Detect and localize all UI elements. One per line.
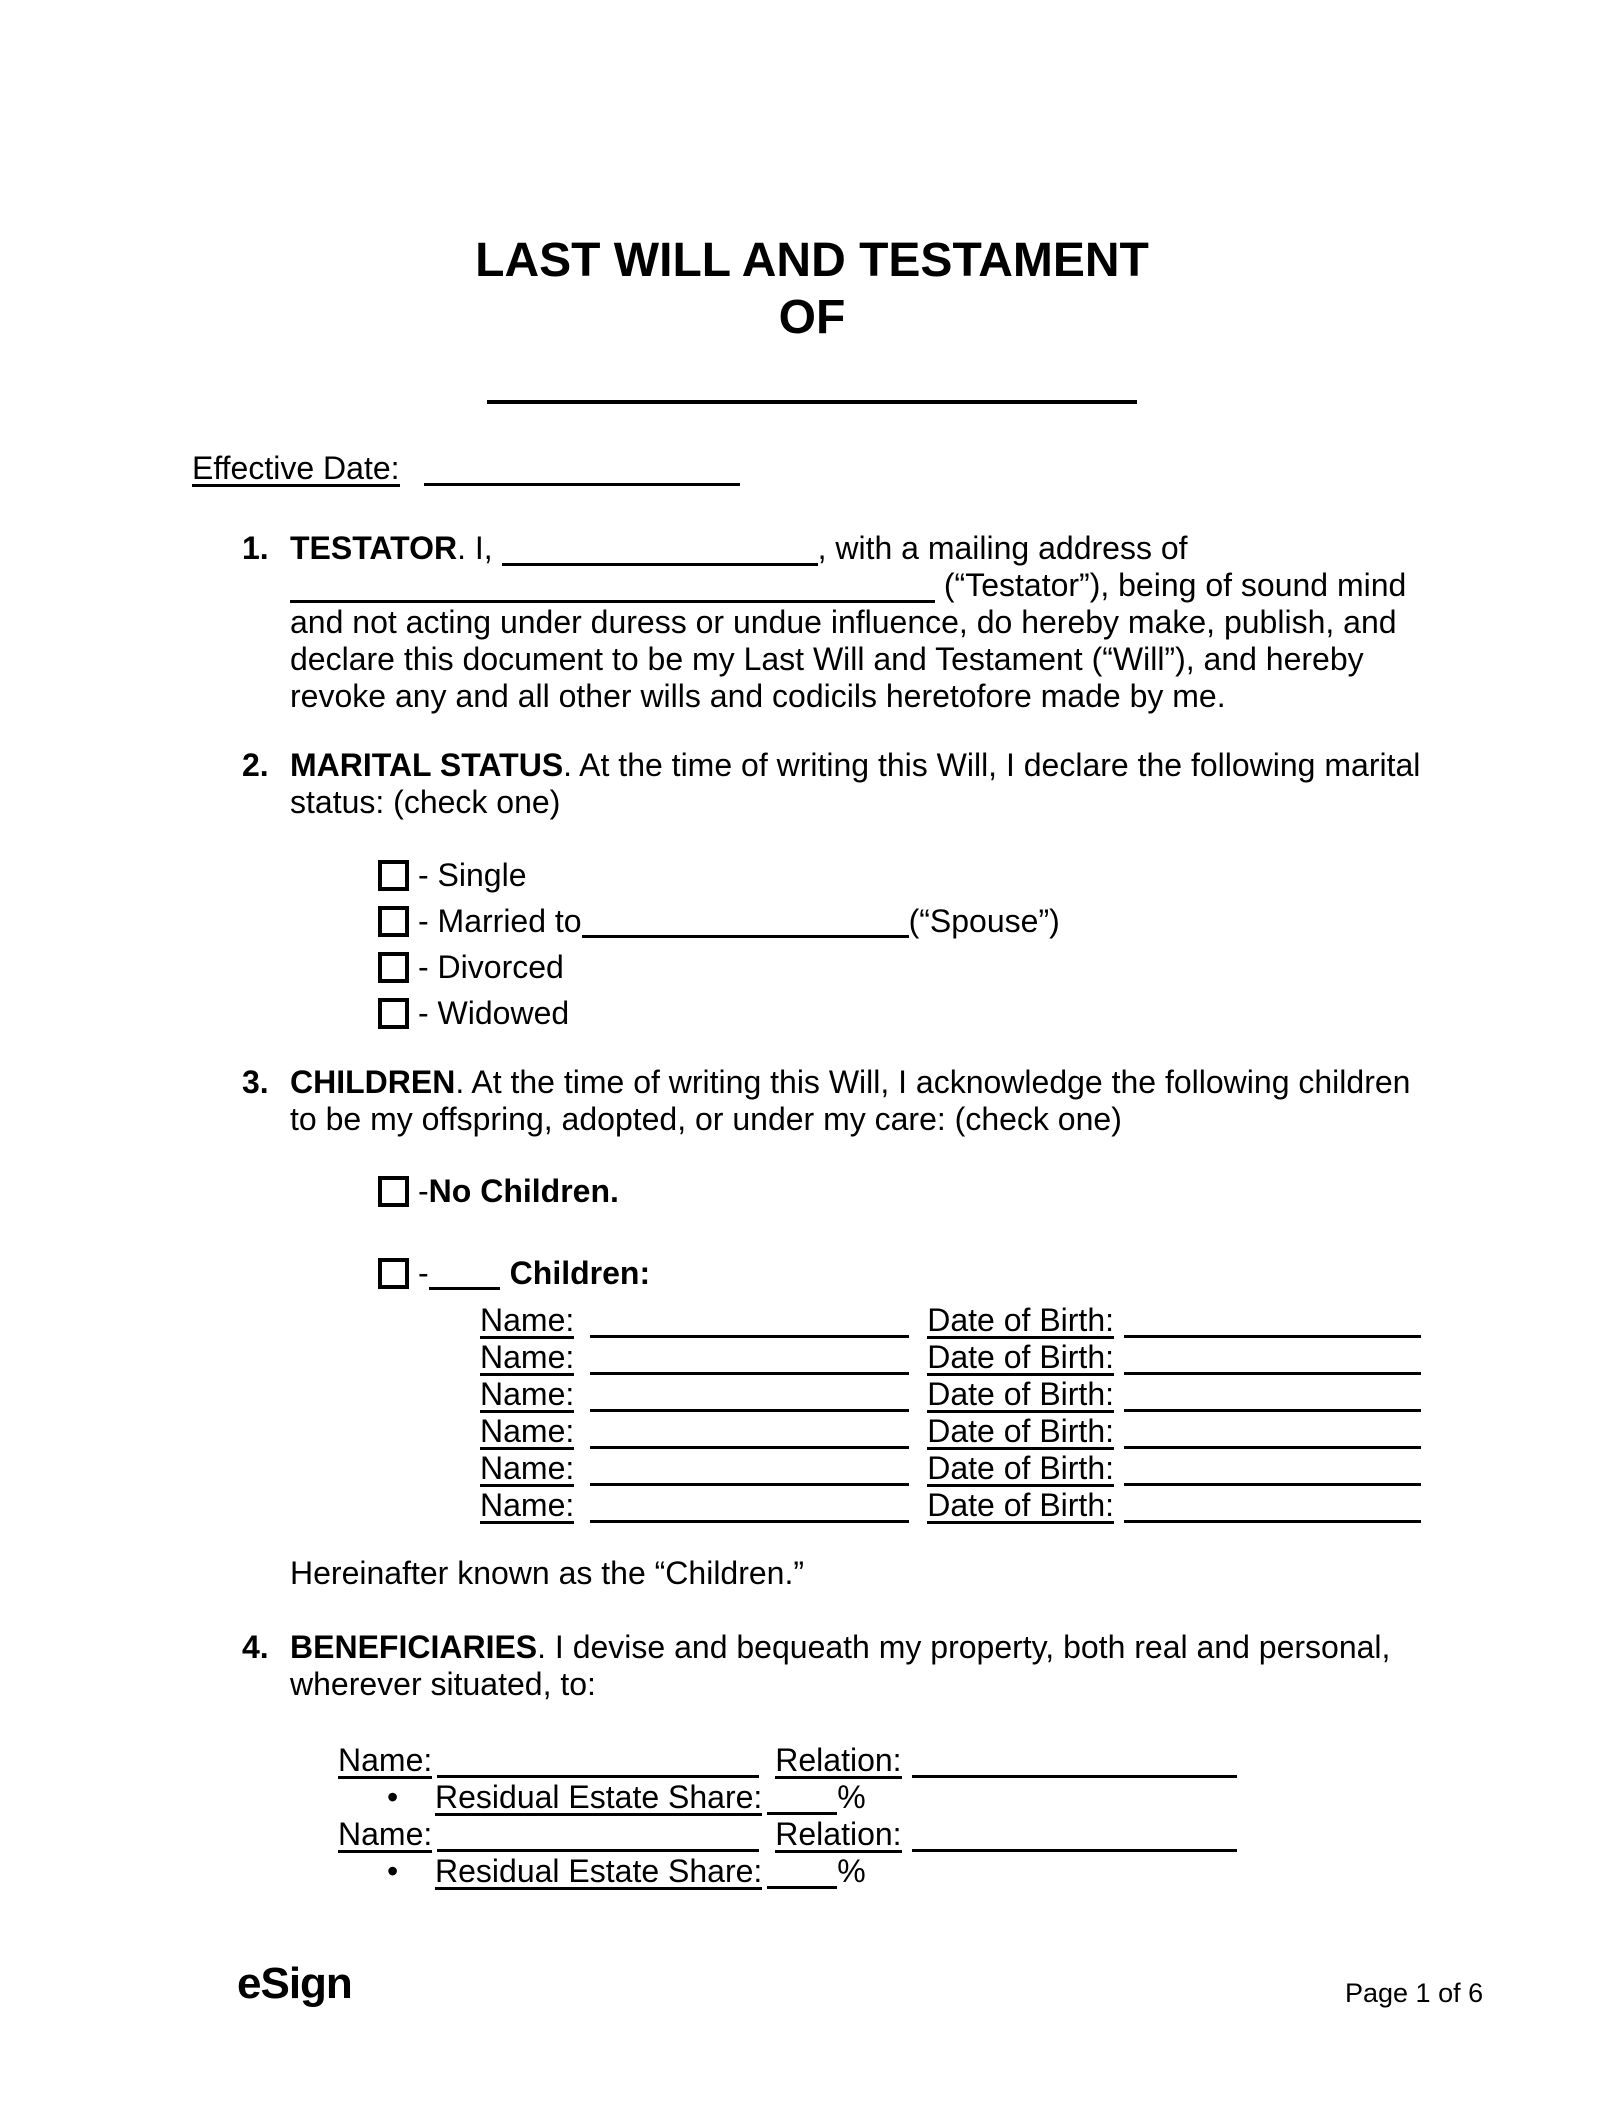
child-row-1: [192, 1302, 1432, 1339]
married-label-prefix: - Married to: [418, 902, 582, 939]
child-1-dob-label: Date of Birth:: [927, 1302, 1114, 1338]
child-5-dob-blank[interactable]: [1124, 1453, 1421, 1486]
mailing-address-blank[interactable]: [290, 570, 935, 603]
section-beneficiaries-number: 4.: [242, 1629, 269, 1665]
section-testator: [192, 530, 1432, 715]
section-beneficiaries: [192, 1629, 1432, 1703]
beneficiary-2-percent-sign: %: [837, 1853, 866, 1889]
child-6-name-blank[interactable]: [590, 1490, 909, 1523]
no-children-label: No Children.: [428, 1172, 619, 1209]
beneficiary-2-row: [192, 1816, 1432, 1853]
marital-status-options: [192, 852, 1432, 1036]
beneficiary-2-relation-blank[interactable]: [912, 1819, 1237, 1852]
option-widowed: [192, 990, 1432, 1036]
children-hereinafter-note: Hereinafter known as the “Children.”: [290, 1555, 805, 1591]
has-children-checkbox[interactable]: [378, 1258, 409, 1289]
child-1-dob-blank[interactable]: [1124, 1305, 1421, 1338]
child-2-name-label: Name:: [480, 1339, 575, 1375]
beneficiary-2-relation-label: Relation:: [775, 1816, 902, 1852]
beneficiary-1-share-label: Residual Estate Share:: [435, 1779, 763, 1815]
document-title-line2: OF: [778, 291, 846, 344]
bullet-icon: •: [387, 1853, 399, 1889]
child-6-dob-label: Date of Birth:: [927, 1487, 1114, 1523]
section-children-heading: CHILDREN: [290, 1064, 456, 1100]
beneficiary-2-share-label: Residual Estate Share:: [435, 1853, 763, 1889]
child-1-name-blank[interactable]: [590, 1305, 909, 1338]
section-testator-heading: TESTATOR: [290, 530, 458, 566]
has-children-dash: -: [418, 1254, 429, 1291]
child-4-name-blank[interactable]: [590, 1416, 909, 1449]
effective-date-blank[interactable]: [424, 453, 740, 486]
divorced-checkbox[interactable]: [378, 952, 409, 983]
section-beneficiaries-heading: BENEFICIARIES: [290, 1629, 538, 1665]
child-row-2: [192, 1339, 1432, 1376]
child-5-name-blank[interactable]: [590, 1453, 909, 1486]
child-5-dob-label: Date of Birth:: [927, 1450, 1114, 1486]
testator-text-3: (“Testator”), being of sound mind and not acting under duress or undue influence, do hereby make, publish, and declare this document to be my Last Will and Testament (“Will”), and hereby revoke any and all other wills and codicils heretofore made by me.: [290, 567, 1407, 714]
child-6-name-label: Name:: [480, 1487, 575, 1523]
section-marital-number: 2.: [242, 747, 269, 783]
beneficiary-1-relation-blank[interactable]: [912, 1745, 1237, 1778]
testator-text-1: . I,: [457, 530, 502, 566]
single-checkbox[interactable]: [378, 860, 409, 891]
section-testator-number: 1.: [242, 530, 269, 566]
beneficiary-2-share-row: [192, 1853, 1432, 1890]
beneficiary-1-row: [192, 1742, 1432, 1779]
marital-text: . At the time of writing this Will, I declare the following marital status: (check one): [290, 747, 1421, 820]
married-label-suffix: (“Spouse”): [908, 902, 1060, 939]
document-title-line1: LAST WILL AND TESTAMENT: [475, 234, 1149, 287]
esign-logo: eSign: [237, 1959, 352, 2008]
document-title: [192, 232, 1432, 346]
beneficiary-1-share-blank[interactable]: [767, 1782, 837, 1815]
beneficiary-1-name-blank[interactable]: [437, 1745, 759, 1778]
option-no-children: [192, 1168, 1432, 1214]
child-4-dob-label: Date of Birth:: [927, 1413, 1114, 1449]
child-6-dob-blank[interactable]: [1124, 1490, 1421, 1523]
beneficiaries-list: [192, 1742, 1432, 1890]
testator-name-blank[interactable]: [502, 533, 818, 566]
has-children-label: Children:: [509, 1254, 651, 1291]
beneficiary-1-share-row: [192, 1779, 1432, 1816]
beneficiary-1-percent-sign: %: [837, 1779, 866, 1815]
child-3-name-blank[interactable]: [590, 1379, 909, 1412]
section-children-paragraph: [290, 1064, 1432, 1138]
beneficiary-1-name-label: Name:: [338, 1742, 433, 1778]
section-marital-paragraph: [290, 747, 1432, 821]
beneficiaries-text: . I devise and bequeath my property, both real and personal, wherever situated, to:: [290, 1629, 1391, 1702]
option-divorced: [192, 944, 1432, 990]
married-checkbox[interactable]: [378, 906, 409, 937]
child-3-dob-blank[interactable]: [1124, 1379, 1421, 1412]
widowed-label: - Widowed: [418, 994, 570, 1031]
children-list: [192, 1302, 1432, 1524]
child-5-name-label: Name:: [480, 1450, 575, 1486]
no-children-checkbox[interactable]: [378, 1176, 409, 1207]
option-single: [192, 852, 1432, 898]
divorced-label: - Divorced: [418, 948, 564, 985]
section-beneficiaries-paragraph: [290, 1629, 1432, 1703]
child-4-name-label: Name:: [480, 1413, 575, 1449]
option-has-children: [192, 1250, 1432, 1296]
section-marital-heading: MARITAL STATUS: [290, 747, 564, 783]
beneficiary-1-relation-label: Relation:: [775, 1742, 902, 1778]
section-children: [192, 1064, 1432, 1138]
child-3-name-label: Name:: [480, 1376, 575, 1412]
children-count-blank[interactable]: [429, 1257, 500, 1290]
beneficiary-2-name-label: Name:: [338, 1816, 433, 1852]
single-label: - Single: [418, 856, 527, 893]
child-2-dob-blank[interactable]: [1124, 1342, 1421, 1375]
child-row-6: [192, 1487, 1432, 1524]
option-married: [192, 898, 1432, 944]
page-indicator: Page 1 of 6: [1345, 1978, 1484, 2008]
child-1-name-label: Name:: [480, 1302, 575, 1338]
children-text: . At the time of writing this Will, I acknowledge the following children to be my offspring, adopted, or under my care: (check one): [290, 1064, 1411, 1137]
child-row-3: [192, 1376, 1432, 1413]
child-4-dob-blank[interactable]: [1124, 1416, 1421, 1449]
section-children-number: 3.: [242, 1064, 269, 1100]
bullet-icon: •: [387, 1779, 399, 1815]
section-marital-status: [192, 747, 1432, 821]
testator-name-title-blank[interactable]: [487, 400, 1137, 404]
widowed-checkbox[interactable]: [378, 998, 409, 1029]
testator-text-2: , with a mailing address of: [817, 530, 1188, 566]
effective-date-label: Effective Date:: [192, 450, 400, 486]
beneficiary-2-share-blank[interactable]: [767, 1856, 837, 1889]
spouse-name-blank[interactable]: [582, 905, 909, 938]
child-row-4: [192, 1413, 1432, 1450]
section-testator-paragraph: [290, 530, 1432, 715]
no-children-dash: -: [418, 1172, 429, 1209]
child-2-name-blank[interactable]: [590, 1342, 909, 1375]
child-2-dob-label: Date of Birth:: [927, 1339, 1114, 1375]
child-row-5: [192, 1450, 1432, 1487]
child-3-dob-label: Date of Birth:: [927, 1376, 1114, 1412]
effective-date-line: [192, 450, 1432, 487]
beneficiary-2-name-blank[interactable]: [437, 1819, 759, 1852]
